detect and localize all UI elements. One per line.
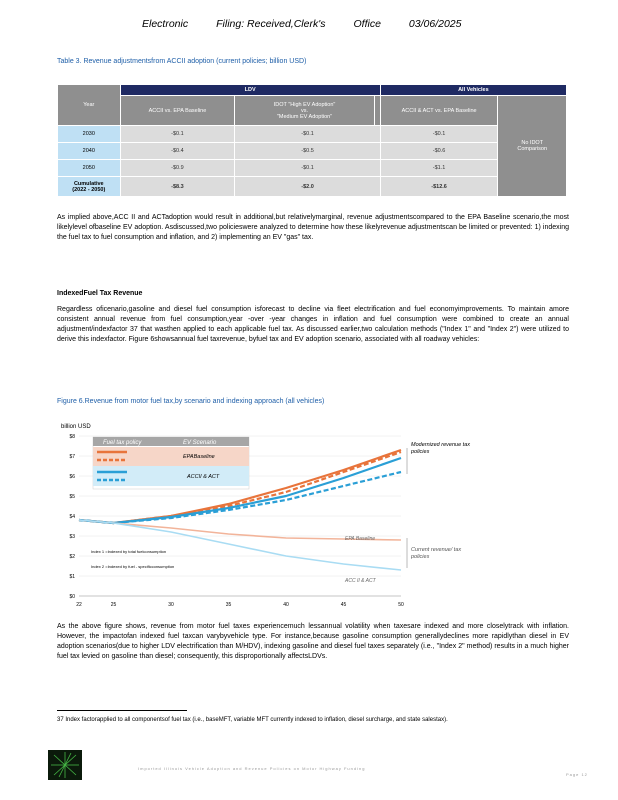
col2-header: IDOT "High EV Adoption" vs. "Medium EV Adoption" — [235, 96, 374, 126]
series-line-current-acc — [79, 520, 401, 570]
y-tick-labels — [69, 434, 75, 600]
figure6-caption: Figure 6.Revenue from motor fuel tax,by scenario and indexing approach (all vehicles) — [57, 398, 325, 405]
y-tick-label: $5 — [69, 494, 75, 500]
col1-header: ACCII vs. EPA Baseline — [120, 96, 235, 126]
x-tick-labels — [76, 602, 404, 608]
col3-header: ACCII & ACT vs. EPA Baseline — [380, 96, 498, 126]
x-tick-label: 25 — [110, 602, 117, 608]
y-tick-label: $7 — [69, 454, 75, 460]
legend-epa-label: EPABaseline — [183, 454, 215, 460]
row-c1: -$0.4 — [120, 143, 235, 160]
modernized-annotation: Modernized revenue tax policies — [411, 442, 471, 455]
paragraph-1: As implied above,ACC II and ACTadoption would result in additional,but relativelymarginal, revenue adjustmentscompared to the EPA Baseline scenario,the most likelylevel ofbaseline EV adoption. Asdiscussed,two policieswere analyzed to determine how these likelyrevenue adjustmentscan be limited or prevented: 1) indexing the fuel tax to fuel consumption and inflation, and 2) implementing an EV "gas" tax. — [57, 214, 569, 241]
paragraph-3: As the above figure shows, revenue from motor fuel taxes experiencemuch lessannual volatility when taxesare indexed and more closelytrack with inflation. However, the impactofan indexed fuel taxcan varybyvehicle type. For instance,because gasoline consumption generallydeclines more rapidlythan diesel in EV adoption scenarios(due to higher LDV electrification than M/HDV), indexing gasoline and diesel fuel taxes separately (i.e., "Index 2" method) results in a much higher fuel tax levied on gasoline than diesel; consequently, this disproportionally affectsLDVs. — [57, 623, 569, 660]
row-year: 2040 — [58, 143, 121, 160]
header-filing: Filing: Received,Clerk's — [216, 18, 326, 30]
x-tick-label: 22 — [76, 602, 82, 608]
row-c3: -$1.1 — [380, 160, 498, 177]
no-comparison-cell: No IDOT Comparison — [498, 96, 567, 197]
legend-acc-label: ACCII & ACT — [187, 474, 220, 480]
y-tick-label: $4 — [69, 514, 75, 520]
x-tick-label: 45 — [340, 602, 347, 608]
y-tick-label: $8 — [69, 434, 75, 440]
col-year-header: Year — [58, 85, 121, 126]
row-c2: -$0.1 — [235, 160, 380, 177]
table3-caption: Table 3. Revenue adjustmentsfrom ACCII adoption (current policies; billion USD) — [57, 58, 307, 65]
y-tick-label: $6 — [69, 474, 75, 480]
revenue-chart — [55, 410, 485, 618]
group-all-vehicles: All Vehicles — [380, 85, 566, 96]
cum-c1: -$8.3 — [120, 177, 235, 197]
y-tick-label: $2 — [69, 554, 75, 560]
legend-index2: Index 2 =Indexed by fuel - specificconsumption — [91, 564, 175, 569]
row-c3: -$0.1 — [380, 126, 498, 143]
x-tick-label: 40 — [283, 602, 289, 608]
acc-line-label: ACC II & ACT — [345, 578, 376, 584]
cum-c2: -$2.0 — [235, 177, 380, 197]
legend-index1: Index 1 =Indexed by total fuelconsumption — [91, 549, 167, 554]
y-tick-label: $1 — [69, 574, 75, 580]
row-cumulative-label: Cumulative (2022 - 2050) — [58, 177, 121, 197]
row-year: 2030 — [58, 126, 121, 143]
epa-line-label: EPA Baseline — [345, 536, 376, 542]
row-c1: -$0.9 — [120, 160, 235, 177]
footnote: 37 Index factorapplied to all componentsof fuel tax (i.e., baseMFT, variable MFT currently indexed to inflation, diesel surcharge, and state salestax). — [57, 717, 448, 723]
current-annotation: Current revenue/ tax policies — [411, 547, 462, 560]
x-tick-label: 35 — [225, 602, 232, 608]
x-tick-label: 30 — [168, 602, 174, 608]
footnote-rule — [57, 710, 187, 711]
logo-burst-icon — [48, 750, 82, 780]
page-number: Page 12 — [566, 772, 588, 777]
legend-header-scenario: EV Scenario — [183, 440, 217, 446]
group-ldv: LDV — [120, 85, 380, 96]
section-heading: IndexedFuel Tax Revenue — [57, 290, 143, 297]
x-tick-label: 50 — [398, 602, 404, 608]
y-tick-label: $0 — [69, 594, 75, 600]
revenue-table — [57, 84, 567, 197]
header-electronic: Electronic — [142, 18, 189, 30]
y-axis-label: billion USD — [61, 424, 91, 430]
row-c2: -$0.5 — [235, 143, 380, 160]
row-c2: -$0.1 — [235, 126, 380, 143]
y-tick-label: $3 — [69, 534, 75, 540]
header-date: 03/06/2025 — [408, 18, 462, 30]
filing-header — [142, 18, 502, 30]
row-year: 2050 — [58, 160, 121, 177]
legend-epa-band — [93, 447, 249, 466]
paragraph-2: Regardless oficenario,gasoline and diesel fuel consumption isforecast to decline via fleet electrification and fuel economyimprovements. To maintain amore consistent annual revenue from fuel consumption,year -over -year changes in inflation and fuel consumption were combined to create an annual adjustment/indexfactor 37 that wasthen applied to each applicable fuel tax. As discussed earlier,two calculation methods ("Index 1" and "Index 2") were utilized to derive this indexfactor. Figure 6showsannual fuel taxrevenue, byfuel tax and EV adoption scenario, associated with all roadway vehicles: — [57, 306, 569, 343]
cum-c3: -$12.6 — [380, 177, 498, 197]
row-c3: -$0.6 — [380, 143, 498, 160]
row-c1: -$0.1 — [120, 126, 235, 143]
company-logo — [48, 750, 82, 780]
legend-header-policy: Fuel tax policy — [103, 440, 142, 446]
legend-acc-band — [93, 466, 249, 486]
footer-text: Imported Illinois Vehicle Adoption and Revenue Policies on Motor Highway Funding — [138, 766, 366, 771]
header-office: Office — [353, 18, 381, 30]
